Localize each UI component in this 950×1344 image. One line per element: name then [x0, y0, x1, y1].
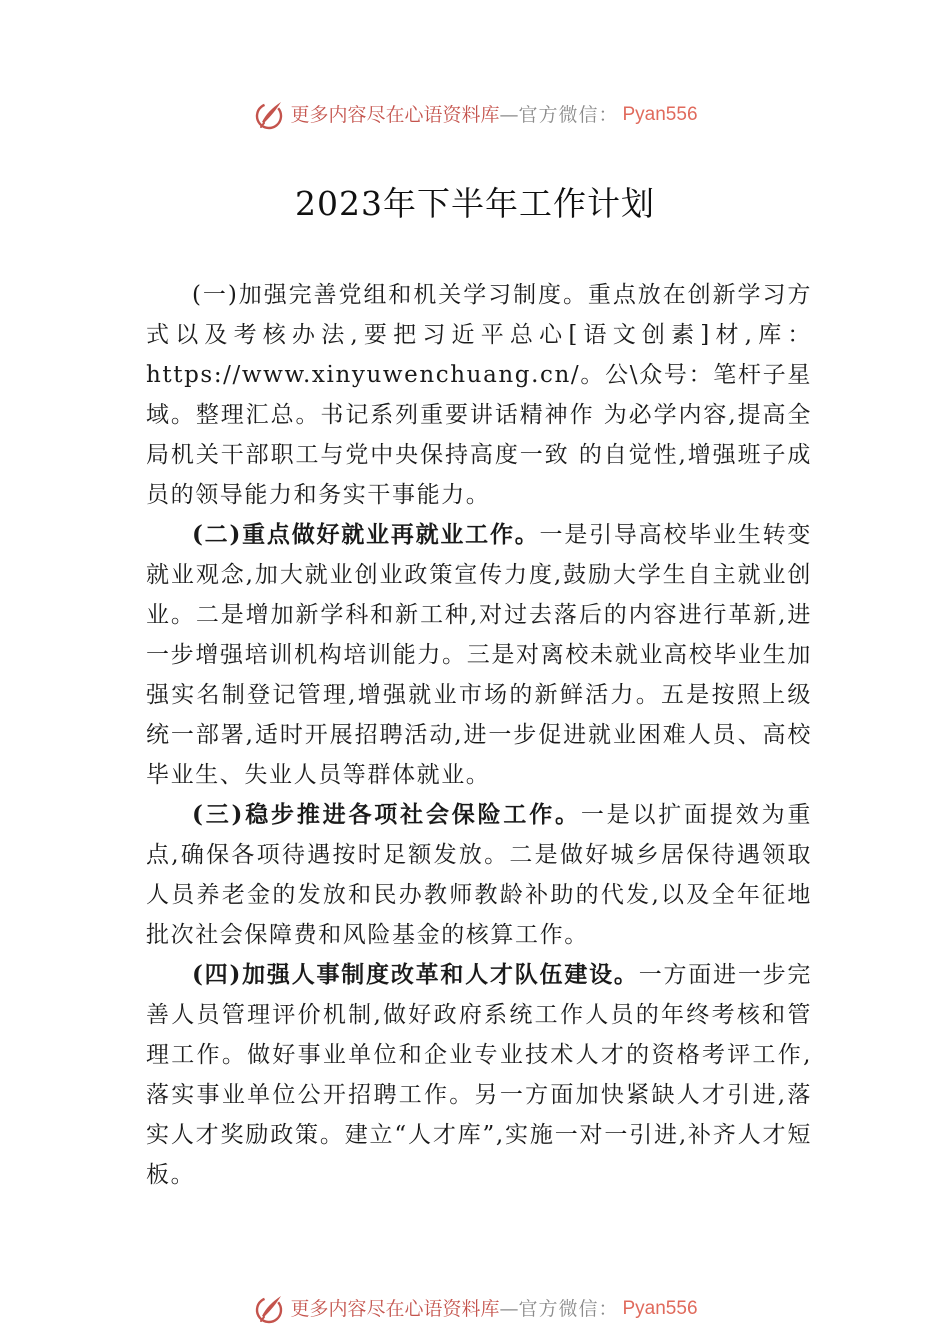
document-body: [146, 275, 812, 1195]
banner-separator: —: [499, 104, 519, 126]
logo-icon: [252, 1292, 286, 1326]
paragraph-3-heading: (三)稳步推进各项社会保险工作。: [192, 801, 581, 828]
paragraph-2: [146, 515, 812, 795]
logo-icon: [252, 98, 286, 132]
wechat-id: Pyan556: [622, 104, 698, 125]
paragraph-2-text: 一是引导高校毕业生转变就业观念,加大就业创业政策宣传力度,鼓励大学生自主就业创业。二是增加新学科和新工种,对过去落后的内容进行革新,进一步增强培训机构培训能力。三是对离校未就业高校毕业生加强实名制登记管理,增强就业市场的新鲜活力。五是按照上级统一部署,适时开展招聘活动,进一步促进就业困难人员、高校毕业生、失业人员等群体就业。: [146, 522, 812, 788]
paragraph-2-heading: (二)重点做好就业再就业工作。: [192, 521, 540, 548]
wechat-label: 官方微信：: [518, 1298, 619, 1320]
document-title: 2023年下半年工作计划: [295, 184, 655, 223]
paragraph-4: [146, 955, 812, 1195]
brand-text: 更多内容尽在心语资料库: [290, 1298, 500, 1320]
paragraph-4-heading: (四)加强人事制度改革和人才队伍建设。: [192, 961, 639, 988]
wechat-label: 官方微信：: [518, 104, 619, 126]
paragraph-4-text: 一方面进一步完善人员管理评价机制,做好政府系统工作人员的年终考核和管理工作。做好事业单位和企业专业技术人才的资格考评工作,落实事业单位公开招聘工作。另一方面加快紧缺人才引进,落实人才奖励政策。建立“人才库”,实施一对一引进,补齐人才短板。: [146, 962, 812, 1188]
paragraph-1-text: 重点放在创新学习方式以及考核办法,要把习近平总心[语文创素]材,库：https://www.xinyuwenchuang.cn/。公\众号：笔杆子星域。整理汇总。书记系列重要讲话精神作 为必学内容,提高全局机关干部职工与党中央保持高度一致 的自觉性,增强班子成员的领导能力和务实干事能力。: [146, 282, 812, 508]
header-banner: [0, 95, 950, 135]
brand-text: 更多内容尽在心语资料库: [290, 104, 500, 126]
wechat-id: Pyan556: [622, 1298, 698, 1319]
paragraph-3: [146, 795, 812, 955]
footer-banner: [0, 1289, 950, 1329]
paragraph-1-heading: (一)加强完善党组和机关学习制度。: [192, 282, 588, 308]
paragraph-1: [146, 275, 812, 515]
paragraph-3-text: 一是以扩面提效为重点,确保各项待遇按时足额发放。二是做好城乡居保待遇领取人员养老金的发放和民办教师教龄补助的代发,以及全年征地批次社会保障费和风险基金的核算工作。: [146, 802, 812, 948]
banner-separator: —: [499, 1298, 519, 1320]
